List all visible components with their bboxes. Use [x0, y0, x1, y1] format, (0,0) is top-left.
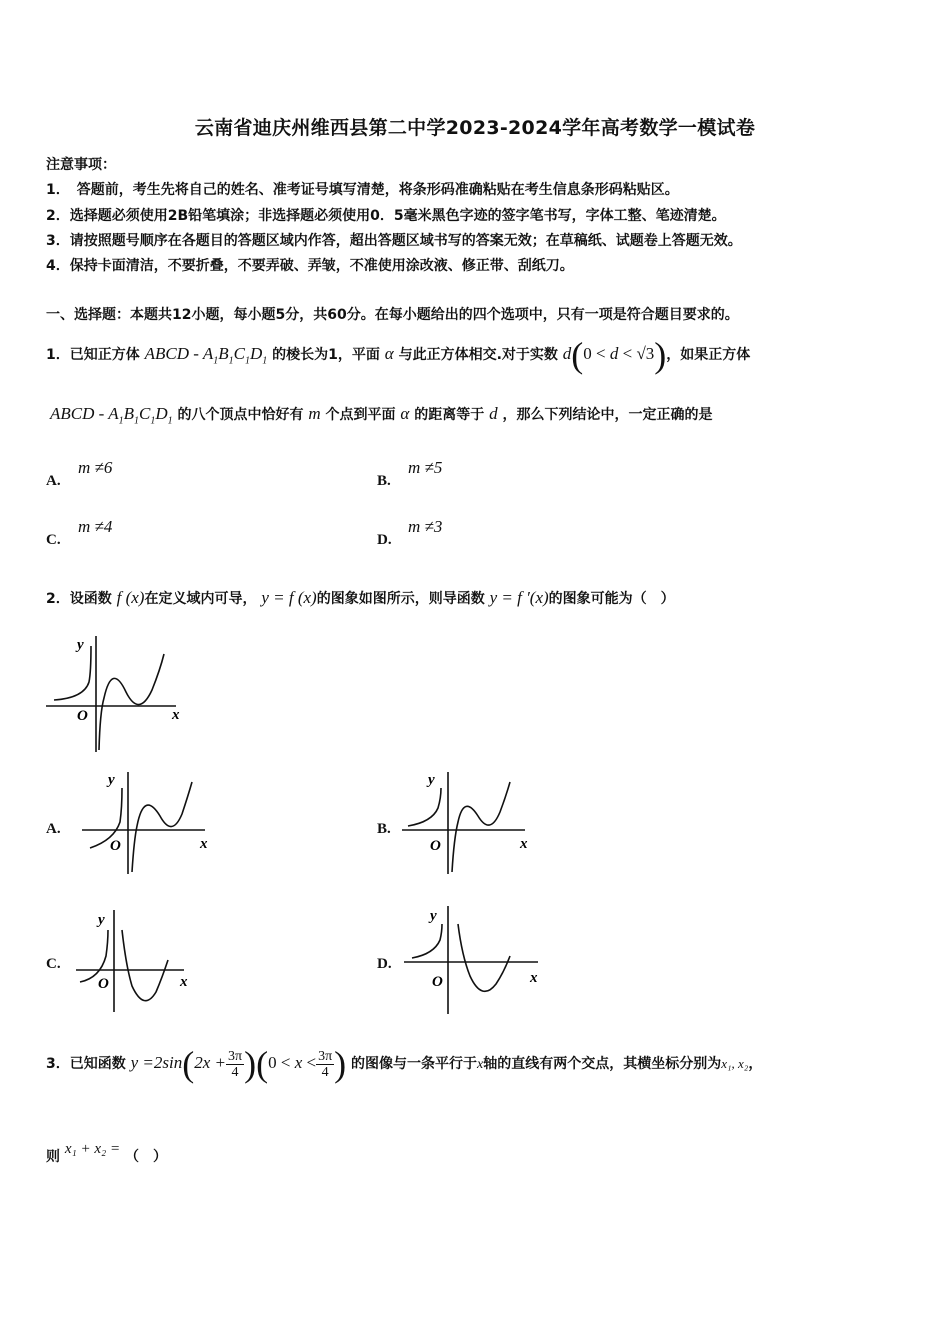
svg-text:y: y	[428, 772, 435, 788]
cube-expression: ABCD - $A_1B_1C_1D_1$	[144, 344, 268, 367]
q2-option-b-graph[interactable]	[400, 768, 540, 876]
q1-option-b[interactable]: m ≠5	[408, 458, 443, 477]
question-3-ask: 则 x₁ + x₂ = （ ）	[46, 1141, 167, 1165]
svg-text:O: O	[98, 976, 109, 992]
q2-option-c-label[interactable]: C.	[46, 956, 61, 972]
answer-blank[interactable]: （ ）	[125, 1149, 167, 1165]
notice-item-1: 1． 答题前，考生先将自己的姓名、准考证号填写清楚，将条形码准确粘贴在考生信息条形码粘贴区。	[46, 182, 679, 198]
sum-expression: x₁ + x₂ =	[64, 1141, 121, 1157]
question-1-stem: 1．已知正方体 ABCD - $A_1B_1C_1D_1$ 的棱长为1，平面 α 与此正方体相交.对于实数 d(0 < d < √3)，如果正方体	[46, 335, 751, 375]
svg-text:x: x	[172, 707, 180, 723]
q2-option-c-graph[interactable]	[74, 906, 204, 1016]
q2-option-d-graph[interactable]	[402, 900, 552, 1018]
svg-text:O: O	[77, 708, 88, 724]
notice-item-2: 2．选择题必须使用2B铅笔填涂；非选择题必须使用0．5毫米黑色字迹的签字笔书写，字体工整、笔迹清楚。	[46, 208, 726, 224]
question-3-stem: 3．已知函数 y =2sin(2x + $\frac{3\pi}{4}$ )(0 < x < $\frac{3\pi}{4}$ ) 的图像与一条平行于x轴的直线有两个交点，其横坐标分别为x₁, x₂，	[46, 1044, 763, 1084]
d-range: 0 < d < √3	[583, 344, 655, 363]
q1-option-b-label[interactable]: B.	[377, 473, 391, 489]
svg-text:y: y	[108, 772, 115, 788]
svg-text:y: y	[430, 908, 437, 924]
svg-text:x: x	[180, 974, 188, 990]
notice-item-3: 3．请按照题号顺序在各题目的答题区域内作答，超出答题区域书写的答案无效；在草稿纸、试题卷上答题无效。	[46, 233, 742, 249]
svg-text:y: y	[98, 912, 105, 928]
q1-option-d-label[interactable]: D.	[377, 532, 392, 548]
question-2-stem: 2．设函数 f (x)在定义域内可导， y = f (x)的图象如图所示，则导函数 y = f ′(x)的图象可能为（ ）	[46, 588, 675, 607]
page-title: 云南省迪庆州维西县第二中学2023-2024学年高考数学一模试卷	[194, 117, 756, 139]
q1-option-a-label[interactable]: A.	[46, 473, 61, 489]
notice-item-4: 4．保持卡面清洁，不要折叠，不要弄破、弄皱，不准使用涂改液、修正带、刮纸刀。	[46, 258, 574, 274]
q2-option-a-label[interactable]: A.	[46, 821, 61, 837]
q1-option-a[interactable]: m ≠6	[78, 458, 113, 477]
q1-option-c-label[interactable]: C.	[46, 532, 61, 548]
svg-text:x: x	[200, 836, 208, 852]
q1-option-d[interactable]: m ≠3	[408, 517, 443, 536]
function-graph	[44, 632, 194, 754]
svg-text:x: x	[530, 970, 538, 986]
q1-number: 1．已知正方体	[46, 347, 140, 363]
question-1-stem-cont: ABCD - $A_1B_1C_1D_1$ 的八个顶点中恰好有 m 个点到平面 α 的距离等于 d ，那么下列结论中，一定正确的是	[50, 404, 713, 427]
svg-text:O: O	[432, 974, 443, 990]
section-heading: 一、选择题：本题共12小题，每小题5分，共60分。在每小题给出的四个选项中，只有一项是符合题目要求的。	[46, 307, 739, 323]
cube-expression-2: ABCD - $A_1B_1C_1D_1$	[50, 404, 173, 427]
svg-text:O: O	[110, 838, 121, 854]
q2-option-d-label[interactable]: D.	[377, 956, 392, 972]
q1-option-c[interactable]: m ≠4	[78, 517, 113, 536]
svg-text:y: y	[77, 637, 84, 653]
svg-text:O: O	[430, 838, 441, 854]
svg-text:x: x	[520, 836, 528, 852]
notice-heading: 注意事项：	[46, 157, 116, 173]
q2-option-b-label[interactable]: B.	[377, 821, 391, 837]
function-expression: y =2sin(2x + $\frac{3\pi}{4}$ )(0 < x < $\frac{3\pi}{4}$ )	[130, 1044, 347, 1084]
q2-option-a-graph[interactable]	[80, 768, 220, 876]
alpha-symbol: α	[384, 344, 394, 363]
